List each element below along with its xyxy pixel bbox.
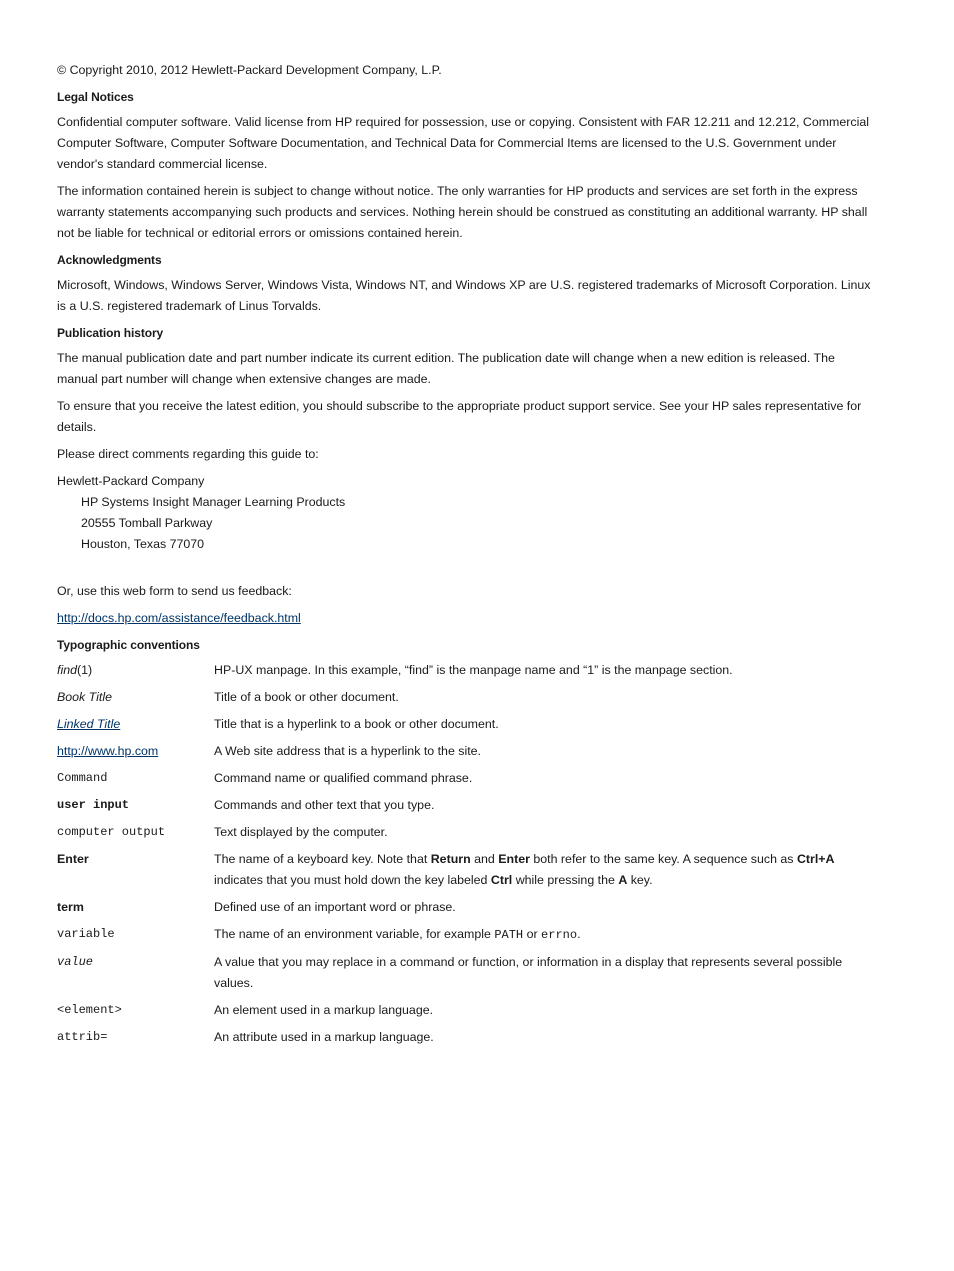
convention-description [214,849,872,891]
key-enter: Enter [498,852,530,866]
find-term: find [57,663,77,677]
convention-row-element [57,1000,872,1021]
address-line-street: 20555 Tomball Parkway [81,516,213,530]
convention-term: term [57,900,84,914]
acknowledgments-paragraph: Microsoft, Windows, Windows Server, Windows Vista, Windows NT, and Windows XP are U.S. registered trademarks of Microsoft Corporation. Linux is a U.S. registered trademark of Linus Torvalds. [57,278,871,313]
key-a: A [618,873,628,887]
desc-text: indicates that you must hold down the key labeled [214,873,491,887]
desc-text: . [577,927,581,941]
convention-row-value [57,952,872,994]
legal-notices-heading: Legal Notices [57,90,134,104]
convention-term: value [57,955,94,969]
copyright-notice: © Copyright 2010, 2012 Hewlett-Packard Development Company, L.P. [57,63,442,77]
publication-paragraph-2: To ensure that you receive the latest edition, you should subscribe to the appropriate product support service. See your HP sales representative for details. [57,399,862,434]
convention-description: An element used in a markup language. [214,1003,434,1017]
convention-row-find [57,660,872,681]
desc-text: or [523,927,542,941]
publication-history-heading: Publication history [57,326,164,340]
convention-description: Text displayed by the computer. [214,825,388,839]
desc-text: The name of a keyboard key. Note that [214,852,431,866]
address-line-department: HP Systems Insight Manager Learning Products [81,495,346,509]
key-return: Return [430,852,471,866]
legal-paragraph-2: The information contained herein is subject to change without notice. The only warranties for HP products and services are set forth in the express warranty statements accompanying such products and services. Nothing herein should be construed as constituting an additional warranty. HP shall not be liable for technical or editorial errors or omissions contained herein. [57,184,868,240]
convention-description: Title that is a hyperlink to a book or other document. [214,717,499,731]
convention-row-book-title [57,687,872,708]
convention-term: computer output [57,825,166,839]
convention-term: Book Title [57,690,112,704]
address-line-city: Houston, Texas 77070 [81,537,205,551]
legal-paragraph-1: Confidential computer software. Valid license from HP required for possession, use or copying. Consistent with FAR 12.211 and 12.212, Commercial Computer Software, Computer Software Documentation, and Technical Data for Commercial Items are licensed to the U.S. Government under vendor's standard commercial license. [57,115,869,171]
convention-description: Defined use of an important word or phrase. [214,900,456,914]
publication-paragraph-1: The manual publication date and part number indicate its current edition. The publication date will change when a new edition is released. The manual part number will change when extensive changes are made. [57,351,835,386]
publication-paragraph-3: Please direct comments regarding this guide to: [57,447,319,461]
convention-description: A Web site address that is a hyperlink to the site. [214,744,481,758]
convention-term: user input [57,798,130,812]
acknowledgments-heading: Acknowledgments [57,253,162,267]
find-suffix: (1) [76,663,93,677]
desc-text: key. [627,873,653,887]
convention-term: <element> [57,1003,122,1017]
desc-text: The name of an environment variable, for example [214,927,495,941]
mailing-address [57,471,872,555]
convention-description [214,924,872,946]
convention-description: A value that you may replace in a command or function, or information in a display that represents several possible values. [214,955,843,990]
convention-term: Enter [57,852,89,866]
desc-text: while pressing the [512,873,619,887]
desc-text: both refer to the same key. A sequence such as [529,852,797,866]
convention-row-linked-title [57,714,872,735]
convention-term: Command [57,771,108,785]
address-line-company: Hewlett-Packard Company [57,474,205,488]
key-ctrl: Ctrl [490,873,513,887]
convention-description: HP-UX manpage. In this example, “find” is the manpage name and “1” is the manpage section. [214,663,733,677]
convention-row-attrib [57,1027,872,1048]
typographic-conventions-heading: Typographic conventions [57,638,200,652]
convention-description: Commands and other text that you type. [214,798,435,812]
convention-term: variable [57,927,115,941]
convention-term [57,660,214,681]
convention-description: Title of a book or other document. [214,690,399,704]
linked-title-link[interactable]: Linked Title [57,717,121,731]
convention-row-user-input [57,795,872,816]
convention-row-term [57,897,872,918]
example-errno: errno [541,928,578,942]
convention-description: Command name or qualified command phrase. [214,771,473,785]
example-path: PATH [494,928,524,942]
feedback-form-text: Or, use this web form to send us feedback: [57,584,292,598]
feedback-link[interactable]: http://docs.hp.com/assistance/feedback.html [57,611,301,625]
convention-term: attrib= [57,1030,108,1044]
convention-row-variable [57,924,872,946]
document-page [57,60,872,1054]
convention-description: An attribute used in a markup language. [214,1030,434,1044]
convention-row-command [57,768,872,789]
convention-row-enter [57,849,872,891]
desc-text: and [470,852,499,866]
web-site-link[interactable]: http://www.hp.com [57,744,159,758]
convention-row-web-link [57,741,872,762]
key-ctrl-a: Ctrl+A [796,852,835,866]
convention-row-computer-output [57,822,872,843]
